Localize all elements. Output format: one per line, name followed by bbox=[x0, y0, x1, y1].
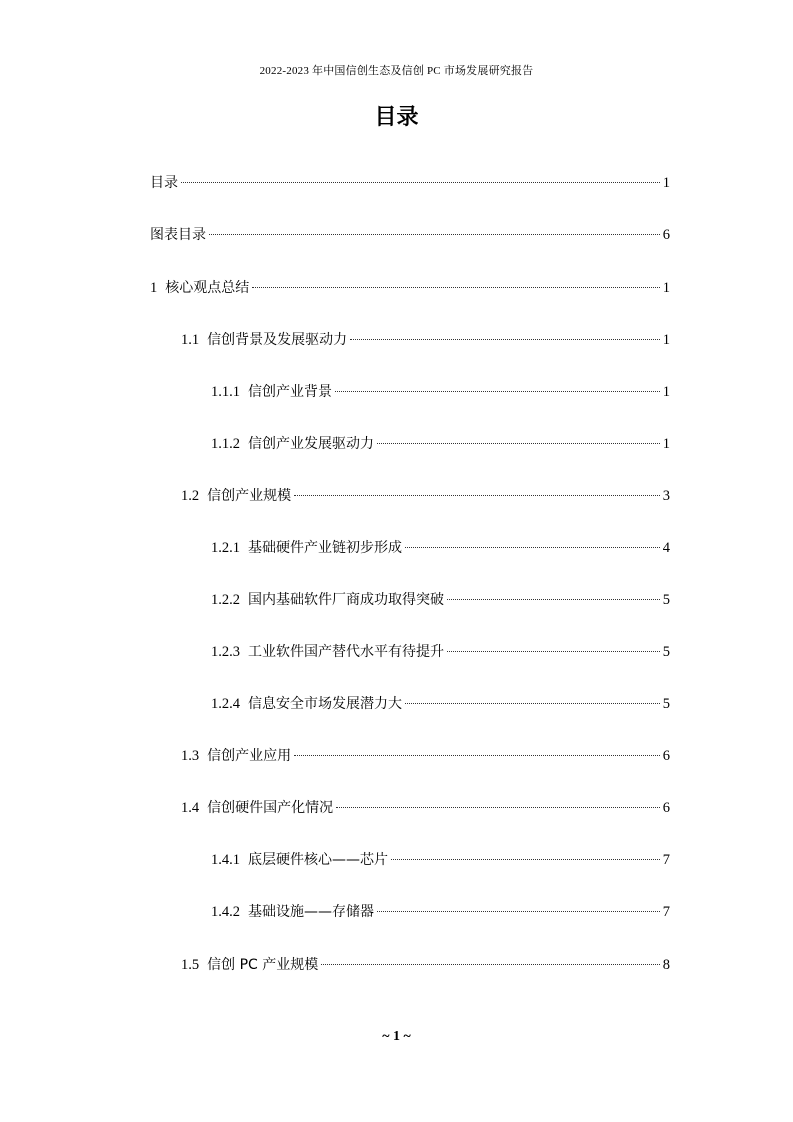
dot-leader bbox=[252, 287, 660, 288]
toc-entry-1-2-2[interactable] bbox=[211, 590, 670, 610]
dot-leader bbox=[335, 391, 660, 392]
dot-leader bbox=[405, 547, 660, 548]
running-header: 2022-2023 年中国信创生态及信创 PC 市场发展研究报告 bbox=[259, 65, 534, 77]
toc-entry-text: 信创产业应用 bbox=[207, 748, 292, 764]
toc-entry-number: 1.5 bbox=[181, 957, 200, 973]
toc-entry-page: 8 bbox=[662, 957, 670, 973]
toc-entry-number: 1.1.1 bbox=[211, 384, 240, 400]
toc-entry-text: 工业软件国产替代水平有待提升 bbox=[248, 644, 444, 660]
toc-entry-number: 1.4.2 bbox=[211, 904, 240, 920]
toc-entry-1-1-1[interactable] bbox=[211, 382, 670, 402]
toc-entry-text: 基础设施——存储器 bbox=[248, 904, 374, 920]
toc-entry-page: 6 bbox=[662, 800, 670, 816]
toc-entry-1-1[interactable] bbox=[181, 330, 670, 350]
dot-leader bbox=[350, 339, 660, 340]
toc-entry-text: 信创 PC 产业规模 bbox=[207, 957, 319, 973]
toc-entry-number: 1 bbox=[150, 280, 158, 296]
toc-entry-page: 1 bbox=[662, 280, 670, 296]
toc-entry-1-4-2[interactable] bbox=[211, 902, 670, 922]
toc-entry-figure-list[interactable] bbox=[150, 225, 670, 245]
toc-entry-text: 国内基础软件厂商成功取得突破 bbox=[248, 592, 444, 608]
toc-entry-number: 1.2.3 bbox=[211, 644, 240, 660]
toc-entry-number: 1.2.4 bbox=[211, 696, 240, 712]
toc-entry-text: 图表目录 bbox=[150, 227, 206, 243]
toc-entry-page: 5 bbox=[662, 644, 670, 660]
dot-leader bbox=[391, 859, 660, 860]
toc-entry-text: 信创产业背景 bbox=[248, 384, 332, 400]
toc-entry-page: 1 bbox=[662, 436, 670, 452]
toc-entry-number: 1.1 bbox=[181, 332, 200, 348]
toc-entry-text: 底层硬件核心——芯片 bbox=[248, 852, 388, 868]
toc-entry-1-3[interactable] bbox=[181, 746, 670, 766]
toc-entry-1-2-4[interactable] bbox=[211, 694, 670, 714]
toc-entry-1-5[interactable] bbox=[181, 955, 670, 975]
toc-entry-text: 目录 bbox=[150, 175, 178, 191]
dot-leader bbox=[294, 495, 660, 496]
dot-leader bbox=[377, 443, 660, 444]
toc-entry-1-4-1[interactable] bbox=[211, 850, 670, 870]
toc-entry-text: 信创背景及发展驱动力 bbox=[207, 332, 348, 348]
toc-entry-page: 3 bbox=[662, 488, 670, 504]
toc-entry-number: 1.2.2 bbox=[211, 592, 240, 608]
dot-leader bbox=[447, 599, 660, 600]
toc-entry-contents[interactable] bbox=[150, 173, 670, 193]
toc-entry-text: 信创产业发展驱动力 bbox=[248, 436, 374, 452]
toc-entry-text: 信创硬件国产化情况 bbox=[207, 800, 334, 816]
toc-entry-page: 4 bbox=[662, 540, 670, 556]
toc-entry-number: 1.4.1 bbox=[211, 852, 240, 868]
toc-entry-1-2-3[interactable] bbox=[211, 642, 670, 662]
toc-entry-1-4[interactable] bbox=[181, 798, 670, 818]
toc-entry-page: 1 bbox=[662, 175, 670, 191]
toc-entry-page: 6 bbox=[662, 227, 670, 243]
toc-entry-page: 7 bbox=[662, 852, 670, 868]
toc-entry-number: 1.3 bbox=[181, 748, 200, 764]
toc-entry-text: 基础硬件产业链初步形成 bbox=[248, 540, 402, 556]
toc-entry-number: 1.2.1 bbox=[211, 540, 240, 556]
toc-entry-text: 核心观点总结 bbox=[165, 280, 250, 296]
toc-entry-text: 信息安全市场发展潜力大 bbox=[248, 696, 402, 712]
toc-entry-number: 1.1.2 bbox=[211, 436, 240, 452]
toc-entry-page: 1 bbox=[662, 332, 670, 348]
page-number: ~ 1 ~ bbox=[382, 1029, 411, 1044]
dot-leader bbox=[321, 964, 660, 965]
toc-entry-1-1-2[interactable] bbox=[211, 434, 670, 454]
toc-entry-page: 5 bbox=[662, 696, 670, 712]
dot-leader bbox=[294, 755, 660, 756]
dot-leader bbox=[209, 234, 660, 235]
dot-leader bbox=[181, 182, 660, 183]
dot-leader bbox=[447, 651, 660, 652]
toc-entry-text: 信创产业规模 bbox=[207, 488, 292, 504]
toc-entry-page: 1 bbox=[662, 384, 670, 400]
dot-leader bbox=[405, 703, 660, 704]
dot-leader bbox=[336, 807, 660, 808]
dot-leader bbox=[377, 911, 660, 912]
toc-entry-1-2[interactable] bbox=[181, 486, 670, 506]
toc-entry-page: 7 bbox=[662, 904, 670, 920]
toc-entry-number: 1.4 bbox=[181, 800, 200, 816]
toc-entry-page: 5 bbox=[662, 592, 670, 608]
toc-title: 目录 bbox=[374, 105, 419, 130]
toc-entry-1-2-1[interactable] bbox=[211, 538, 670, 558]
toc-entry-number: 1.2 bbox=[181, 488, 200, 504]
toc-entry-1[interactable] bbox=[150, 278, 670, 298]
toc-entry-page: 6 bbox=[662, 748, 670, 764]
